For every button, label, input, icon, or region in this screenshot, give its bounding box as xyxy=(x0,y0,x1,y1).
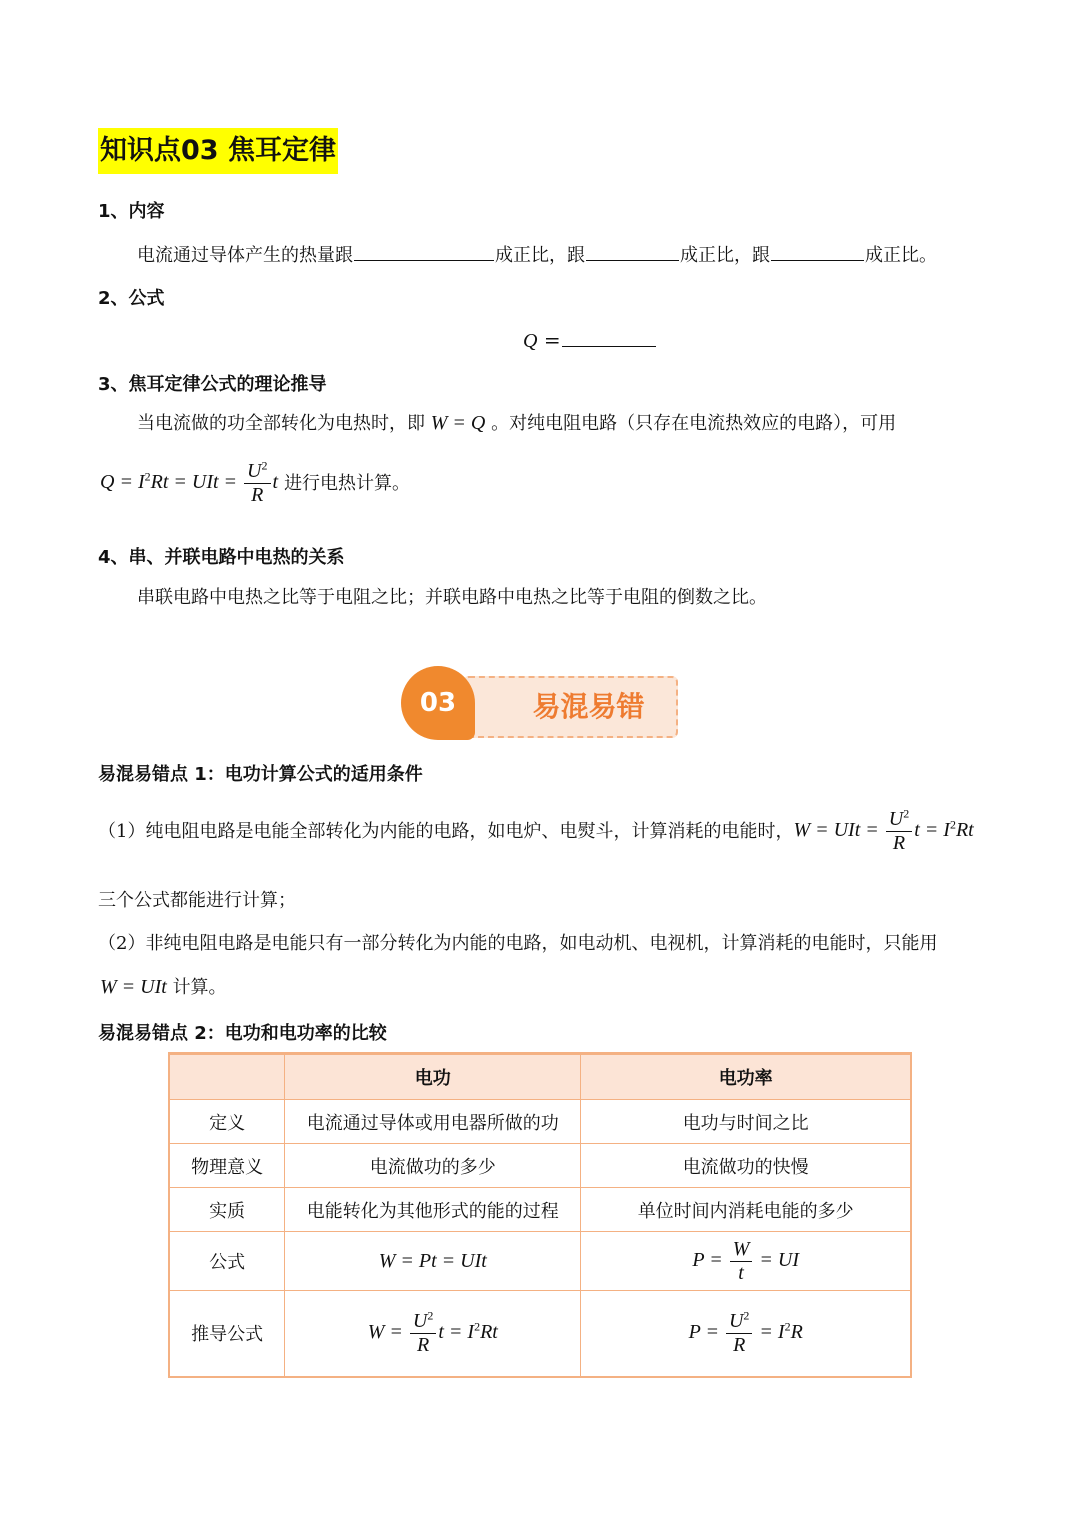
formula-w-eq-q: W = Q xyxy=(430,412,486,434)
table-row xyxy=(169,1100,911,1144)
power-cell: 电功与时间之比 xyxy=(581,1100,911,1144)
confusion-point-1-para-2-cont xyxy=(100,975,227,1000)
joule-formula xyxy=(523,326,657,353)
text-part: 成正比，跟 xyxy=(680,245,770,266)
table-header-cell xyxy=(169,1054,285,1100)
section-badge xyxy=(401,666,681,744)
table-header-row xyxy=(169,1054,911,1100)
joule-derivation-formula: $Q = I^2Rt$ = UIt = $\frac{U^2}{R}$ t xyxy=(100,458,279,506)
comparison-table xyxy=(168,1052,912,1378)
row-label: 实质 xyxy=(169,1188,285,1232)
table-header-cell: 电功 xyxy=(285,1054,581,1100)
row-label: 推导公式 xyxy=(169,1291,285,1377)
fill-blank xyxy=(771,240,864,261)
power-derived-formula: P = $\frac{U^2}{R}$ = $I^2R$ xyxy=(688,1308,803,1356)
section-3-heading: 3、焦耳定律公式的理论推导 xyxy=(98,374,327,395)
row-label: 定义 xyxy=(169,1100,285,1144)
formula-w-uit: W = UIt xyxy=(100,976,167,998)
work-cell: 电流通过导体或用电器所做的功 xyxy=(285,1100,581,1144)
badge-label-box xyxy=(463,676,678,738)
text-part: 电流通过导体产生的热量跟 xyxy=(137,245,353,266)
work-cell: 电能转化为其他形式的能的过程 xyxy=(285,1188,581,1232)
table-row xyxy=(169,1232,911,1291)
text-part: 成正比，跟 xyxy=(495,245,585,266)
power-formula: P = $\frac{W}{t}$ = UI xyxy=(692,1237,800,1284)
confusion-point-1-para-2: （2）非纯电阻电路是电能只有一部分转化为内能的电路，如电动机、电视机，计算消耗的电能时，只能用 xyxy=(98,933,938,954)
section-2-heading: 2、公式 xyxy=(98,288,165,309)
confusion-point-1-para-1-cont: 三个公式都能进行计算； xyxy=(98,890,296,911)
fill-blank xyxy=(586,240,679,261)
work-cell: 电流做功的多少 xyxy=(285,1144,581,1188)
confusion-point-1-para-1 xyxy=(98,808,982,855)
text-part: 。对纯电阻电路（只存在电流热效应的电路），可用 xyxy=(491,413,897,434)
knowledge-point-title: 知识点03 焦耳定律 xyxy=(98,128,338,174)
fill-blank xyxy=(562,326,656,347)
section-1-text xyxy=(137,240,937,268)
section-3-line-1 xyxy=(137,411,896,436)
section-4-heading: 4、串、并联电路中电热的关系 xyxy=(98,547,345,568)
confusion-point-2-heading: 易混易错点 2：电功和电功率的比较 xyxy=(98,1023,387,1044)
text-part: （1）纯电阻电路是电能全部转化为内能的电路，如电炉、电熨斗，计算消耗的电能时， xyxy=(98,820,794,842)
work-cell xyxy=(285,1291,581,1377)
table-row xyxy=(169,1144,911,1188)
section-4-text: 串联电路中电热之比等于电阻之比；并联电路中电热之比等于电阻的倒数之比。 xyxy=(137,587,767,608)
text-part: 进行电热计算。 xyxy=(284,472,411,494)
badge-label: 易混易错 xyxy=(532,690,645,723)
confusion-point-1-heading: 易混易错点 1：电功计算公式的适用条件 xyxy=(98,764,423,785)
power-cell: 单位时间内消耗电能的多少 xyxy=(581,1188,911,1232)
table-row xyxy=(169,1291,911,1377)
work-cell xyxy=(285,1232,581,1291)
work-formula: W = UIt = $\frac{U^2}{R}$ $t = I^2Rt$ xyxy=(793,806,974,854)
text-part: 成正比。 xyxy=(865,245,937,266)
work-derived-formula: W = $\frac{U^2}{R}$ $t = I^2Rt$ xyxy=(367,1308,498,1356)
section-3-line-2 xyxy=(100,460,410,507)
power-cell: 电流做功的快慢 xyxy=(581,1144,911,1188)
table-header-cell: 电功率 xyxy=(581,1054,911,1100)
text-part: 计算。 xyxy=(172,977,227,998)
formula-symbol: Q xyxy=(523,330,538,352)
work-formula: W = Pt = UIt xyxy=(378,1249,487,1272)
table-row xyxy=(169,1188,911,1232)
row-label: 物理意义 xyxy=(169,1144,285,1188)
badge-number: 03 xyxy=(401,666,475,740)
power-cell xyxy=(581,1232,911,1291)
formula-eq: = xyxy=(543,328,561,352)
row-label: 公式 xyxy=(169,1232,285,1291)
text-part: 当电流做的功全部转化为电热时，即 xyxy=(137,413,425,434)
power-cell xyxy=(581,1291,911,1377)
section-1-heading: 1、内容 xyxy=(98,201,165,222)
fill-blank xyxy=(354,240,494,261)
